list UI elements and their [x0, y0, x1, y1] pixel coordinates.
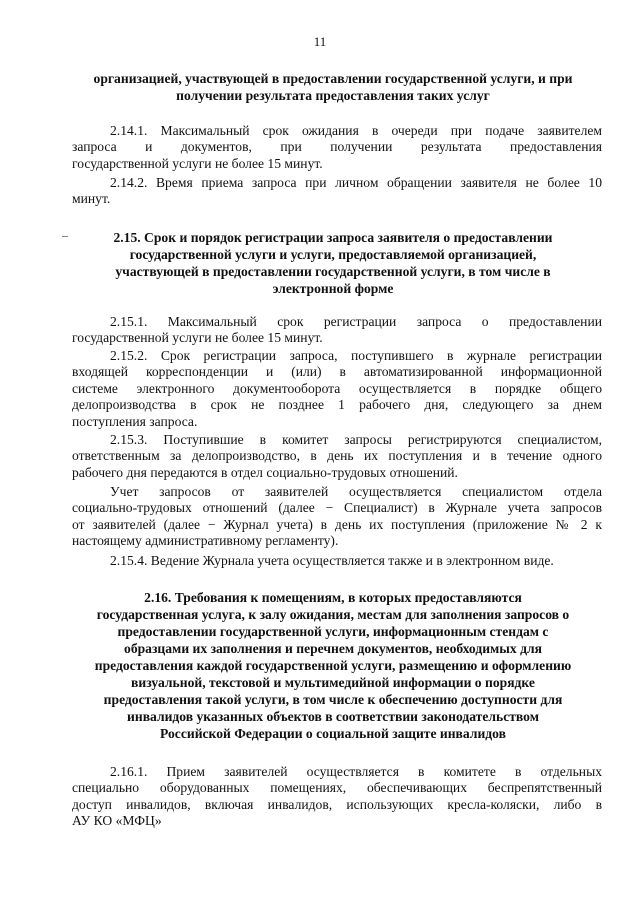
heading-line: участвующей в предоставлении государственной услуги, в том числе в	[115, 264, 551, 279]
heading-2-16	[64, 589, 602, 742]
paragraph-2-16-1	[72, 764, 602, 830]
text-line: Учет запросов от заявителей осуществляется специалистом отдела	[110, 484, 602, 499]
text-line: поступления запроса.	[72, 413, 198, 429]
heading-line: 2.16. Требования к помещениям, в которых предоставляются	[144, 590, 522, 605]
text-line: делопроизводства в срок не позднее 1 рабочего дня, следующего за днем	[72, 397, 602, 413]
heading-line: образцами их заполнения и перечнем документов, необходимых для	[124, 641, 542, 656]
heading-line: предоставления каждой государственной услуги, размещению и оформлению	[94, 658, 572, 673]
heading-line: Российской Федерации о социальной защите инвалидов	[160, 726, 506, 741]
paragraph-2-14-1	[72, 123, 602, 172]
text-line: 2.15.1. Максимальный срок регистрации запроса о предоставлении	[110, 314, 602, 329]
text-line: минут.	[72, 191, 111, 207]
text-line: социально-трудовых отношений (далее − Специалист) в Журнале учета запросов	[72, 500, 602, 516]
text-line: 2.14.1. Максимальный срок ожидания в очереди при подаче заявителем	[110, 123, 602, 138]
text-line: 2.15.2. Срок регистрации запроса, поступившего в журнале регистрации	[110, 348, 602, 363]
heading-line: визуальной, текстовой и мультимедийной информации о порядке	[131, 675, 535, 690]
page-number: 11	[313, 34, 327, 49]
paragraph-2-14-2	[72, 175, 602, 208]
paragraph-2-15-3	[72, 432, 602, 481]
text-line: рабочего дня передаются в отдел социально-трудовых отношений.	[72, 464, 458, 480]
heading-line: получении результата предоставления таких услуг	[176, 88, 490, 103]
paragraph-2-15-1	[72, 314, 602, 347]
heading-line: электронной форме	[272, 281, 394, 296]
text-line: 2.14.2. Время приема запроса при личном обращении заявителя не более 10	[110, 175, 602, 190]
text-line: государственной услуги не более 15 минут.	[72, 330, 323, 346]
text-line: 2.16.1. Прием заявителей осуществляется в комитете в отдельных	[110, 764, 602, 779]
heading-line: 2.15. Срок и порядок регистрации запроса заявителя о предоставлении	[113, 230, 553, 245]
heading-line: организацией, участвующей в предоставлении государственной услуги, и при	[93, 71, 573, 86]
heading-top	[64, 70, 602, 104]
heading-line: предоставлении государственной услуги, информационным стендам с	[117, 624, 549, 639]
heading-line: государственная услуга, к залу ожидания, местам для заполнения запросов о	[96, 607, 570, 622]
text-line: от заявителей (далее − Журнал учета) в день их поступления (приложение № 2 к	[72, 516, 602, 532]
paragraph-2-15-4	[72, 553, 602, 569]
text-line: входящей корреспонденции и (или) в автоматизированной информационной	[72, 364, 602, 380]
paragraph-uchet	[72, 484, 602, 550]
text-line: 2.15.3. Поступившие в комитет запросы регистрируются специалистом,	[110, 432, 602, 447]
text-line: государственной услуги не более 15 минут.	[72, 155, 323, 171]
text-line: АУ КО «МФЦ»	[72, 813, 162, 829]
heading-2-15	[64, 229, 602, 297]
text-line: настоящему административному регламенту).	[72, 533, 339, 549]
text-line: 2.15.4. Ведение Журнала учета осуществляется также и в электронном виде.	[110, 553, 554, 568]
heading-line: инвалидов указанных объектов в соответствии законодательством	[127, 709, 539, 724]
paragraph-2-15-2	[72, 348, 602, 430]
text-line: системе электронного документооборота осуществляется в порядке общего	[72, 380, 602, 396]
text-line: доступ инвалидов, включая инвалидов, использующих кресла-коляски, либо в	[72, 796, 602, 812]
heading-line: государственной услуги и услуги, предоставляемой организацией,	[129, 247, 537, 262]
text-line: запроса и документов, при получении результата предоставления	[72, 139, 602, 155]
heading-line: предоставления такой услуги, в том числе к обеспечению доступности для	[103, 692, 563, 707]
text-line: специально оборудованных помещениях, обеспечивающих беспрепятственный	[72, 780, 602, 796]
text-line: ответственным за делопроизводство, в день их поступления и в течение одного	[72, 448, 602, 464]
